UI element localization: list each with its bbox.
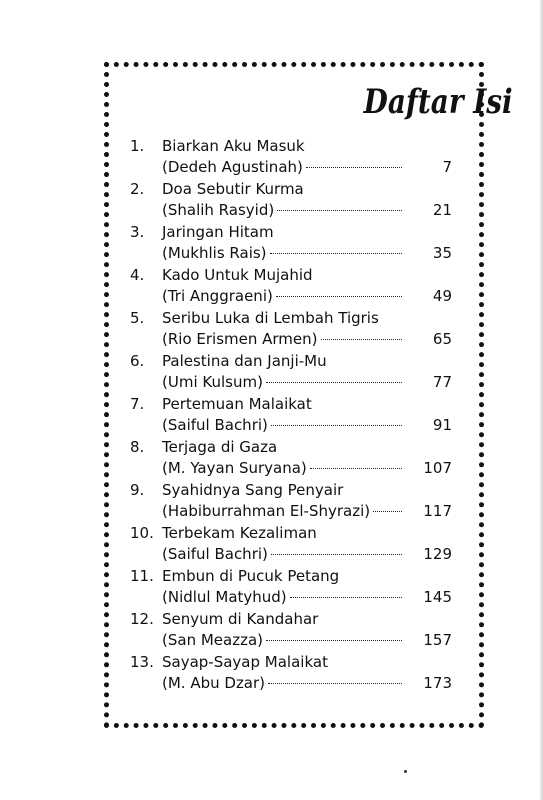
entry-number: 8. (130, 438, 145, 456)
toc-entry (122, 179, 452, 222)
toc-entry (122, 480, 452, 523)
author-name: (M. Abu Dzar) (162, 674, 266, 692)
author-name: (Habiburrahman El-Shyrazi) (162, 502, 371, 520)
story-title: Biarkan Aku Masuk (162, 137, 305, 155)
toc-entry (122, 308, 452, 351)
story-title: Syahidnya Sang Penyair (162, 481, 344, 499)
page-number: 7 (442, 158, 452, 176)
page-number: 117 (423, 502, 452, 520)
entry-number: 11. (130, 567, 154, 585)
author-line (162, 630, 452, 651)
dot-leader (276, 295, 402, 297)
page-number: 107 (423, 459, 452, 477)
dot-leader (290, 596, 402, 598)
table-of-contents (122, 136, 452, 695)
dot-leader (266, 381, 402, 383)
dot-leader (266, 639, 402, 641)
entry-number: 6. (130, 352, 145, 370)
author-line (162, 544, 452, 565)
author-name: (Shalih Rasyid) (162, 201, 275, 219)
author-line (162, 286, 452, 307)
page-number: 173 (423, 674, 452, 692)
entry-number: 10. (130, 524, 154, 542)
author-name: (Saiful Bachri) (162, 545, 268, 563)
entry-number: 4. (130, 266, 145, 284)
toc-entry (122, 394, 452, 437)
dot-leader (310, 467, 402, 469)
toc-entry (122, 609, 452, 652)
author-line (162, 157, 452, 178)
story-title: Kado Untuk Mujahid (162, 266, 313, 284)
author-line (162, 372, 452, 393)
page-number: 21 (432, 201, 452, 219)
author-name: (Saiful Bachri) (162, 416, 268, 434)
author-name: (Umi Kulsum) (162, 373, 263, 391)
story-title: Seribu Luka di Lembah Tigris (162, 309, 379, 327)
scan-speck (404, 770, 407, 773)
entry-number: 2. (130, 180, 145, 198)
dot-leader (373, 510, 402, 512)
story-title: Embun di Pucuk Petang (162, 567, 340, 585)
story-title: Terbekam Kezaliman (162, 524, 317, 542)
author-line (162, 673, 452, 694)
entry-number: 13. (130, 653, 154, 671)
toc-entry (122, 351, 452, 394)
toc-entry (122, 437, 452, 480)
author-name: (San Meazza) (162, 631, 263, 649)
toc-entry (122, 523, 452, 566)
toc-entry (122, 222, 452, 265)
page-gutter-shadow (539, 0, 543, 800)
author-name: (Dedeh Agustinah) (162, 158, 303, 176)
page-number: 145 (423, 588, 452, 606)
page-number: 91 (432, 416, 452, 434)
author-name: (Nidlul Matyhud) (162, 588, 287, 606)
dot-leader (306, 166, 402, 168)
page-number: 65 (432, 330, 452, 348)
author-line (162, 243, 452, 264)
author-name: (Rio Erismen Armen) (162, 330, 318, 348)
author-name: (M. Yayan Suryana) (162, 459, 307, 477)
toc-entry (122, 652, 452, 695)
entry-number: 9. (130, 481, 145, 499)
dot-leader (271, 553, 402, 555)
author-name: (Mukhlis Rais) (162, 244, 267, 262)
toc-entry (122, 136, 452, 179)
dot-leader (270, 252, 402, 254)
story-title: Terjaga di Gaza (162, 438, 278, 456)
story-title: Sayap-Sayap Malaikat (162, 653, 328, 671)
author-line (162, 587, 452, 608)
story-title: Senyum di Kandahar (162, 610, 319, 628)
entry-number: 1. (130, 137, 145, 155)
toc-entry (122, 566, 452, 609)
entry-number: 3. (130, 223, 145, 241)
toc-entry (122, 265, 452, 308)
page-number: 77 (432, 373, 452, 391)
author-line (162, 200, 452, 221)
entry-number: 12. (130, 610, 154, 628)
page-number: 157 (423, 631, 452, 649)
page-title: Daftar Isi (364, 82, 513, 122)
dot-leader (321, 338, 403, 340)
page-number: 129 (423, 545, 452, 563)
page-number: 35 (432, 244, 452, 262)
author-line (162, 458, 452, 479)
author-line (162, 329, 452, 350)
author-line (162, 501, 452, 522)
dot-leader (268, 682, 402, 684)
story-title: Pertemuan Malaikat (162, 395, 312, 413)
entry-number: 5. (130, 309, 145, 327)
dot-leader (271, 424, 402, 426)
story-title: Jaringan Hitam (162, 223, 274, 241)
page-number: 49 (432, 287, 452, 305)
entry-number: 7. (130, 395, 145, 413)
story-title: Palestina dan Janji-Mu (162, 352, 327, 370)
dot-leader (277, 209, 402, 211)
story-title: Doa Sebutir Kurma (162, 180, 304, 198)
author-line (162, 415, 452, 436)
author-name: (Tri Anggraeni) (162, 287, 273, 305)
